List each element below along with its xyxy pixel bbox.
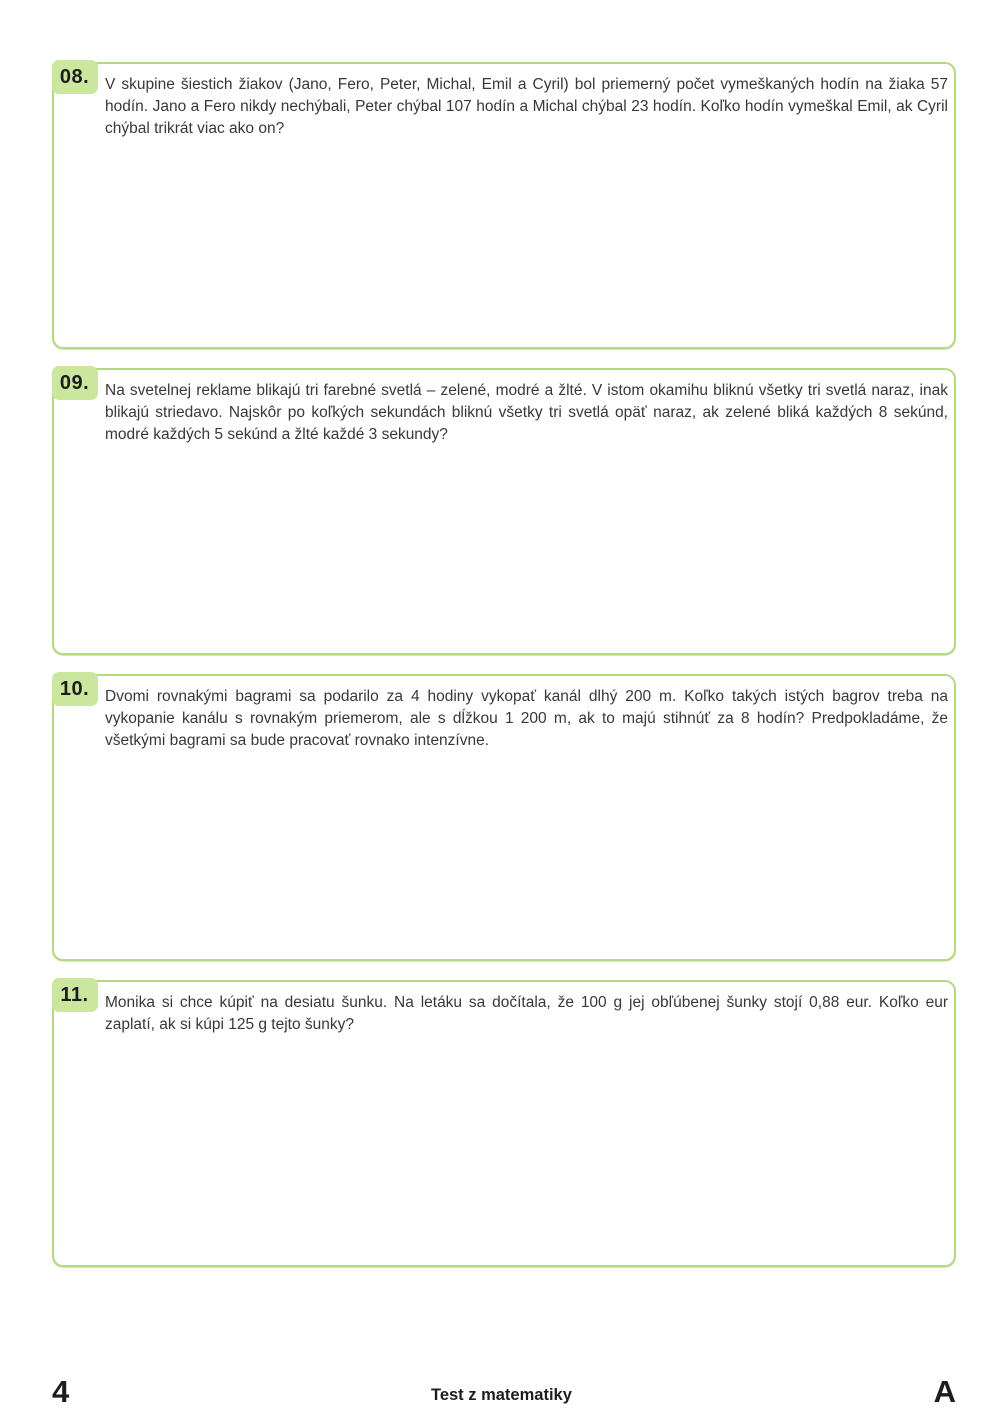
question-number-badge: 08. [52, 60, 98, 94]
question-box [52, 62, 956, 349]
page-number: 4 [52, 1374, 70, 1409]
question-text: Monika si chce kúpiť na desiatu šunku. Na letáku sa dočítala, že 100 g jej obľúbenej šunky stojí 0,88 eur. Koľko eur zaplatí, ak si kúpi 125 g tejto šunky? [105, 994, 948, 1033]
question-text: Na svetelnej reklame blikajú tri farebné svetlá – zelené, modré a žlté. V istom okamihu bliknú všetky tri svetlá naraz, inak blikajú striedavo. Najskôr po koľkých sekundách bliknú všetky tri svetlá opäť naraz, ak zelené bliká každých 8 sekúnd, modré každých 5 sekúnd a žlté každé 3 sekundy? [105, 382, 948, 443]
footer-title: Test z matematiky [430, 1385, 572, 1404]
test-variant-label: A [933, 1374, 956, 1409]
question-number-badge: 09. [52, 366, 98, 400]
question-list [52, 62, 956, 1286]
question-box [52, 674, 956, 961]
question-number-badge: 10. [52, 672, 98, 706]
question-number-badge: 11. [52, 978, 98, 1012]
page-footer [52, 1376, 956, 1407]
question-box [52, 980, 956, 1267]
question-text: V skupine šiestich žiakov (Jano, Fero, Peter, Michal, Emil a Cyril) bol priemerný počet vymeškaných hodín na žiaka 57 hodín. Jano a Fero nikdy nechýbali, Peter chýbal 107 hodín a Michal chýbal 23 hodín. Koľko hodín vymeškal Emil, ak Cyril chýbal trikrát viac ako on? [105, 76, 948, 137]
question-box [52, 368, 956, 655]
question-text: Dvomi rovnakými bagrami sa podarilo za 4 hodiny vykopať kanál dlhý 200 m. Koľko takých istých bagrov treba na vykopanie kanálu s rovnakým priemerom, ale s dĺžkou 1 200 m, ak to majú stihnúť za 8 hodín? Predpokladáme, že všetkými bagrami sa bude pracovať rovnako intenzívne. [105, 688, 948, 749]
